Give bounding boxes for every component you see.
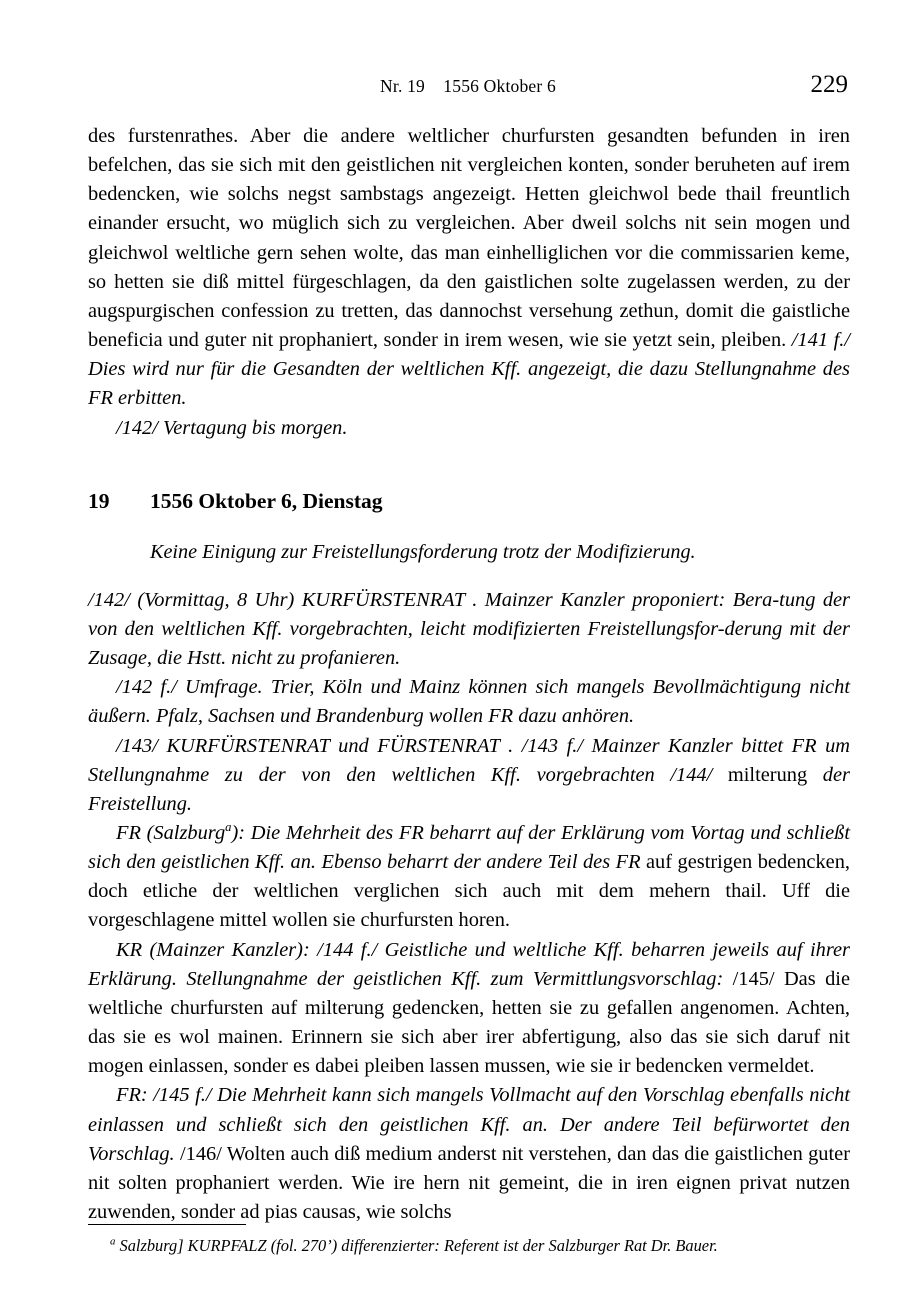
footnote-marker-a[interactable]: a	[225, 820, 232, 835]
footnote-entry-marker: a	[110, 1235, 116, 1248]
footnote-entry	[88, 1235, 850, 1257]
footnote-area	[88, 1224, 850, 1257]
paragraph-continued-italic: /141 f./ Dies wird nur für die Gesandten der weltlichen Kff. angezeigt, die dazu Stellungnahme des FR erbitten.	[88, 329, 850, 410]
paragraph-continued	[88, 122, 850, 414]
text-block	[88, 122, 850, 1227]
paragraph-kr-mainzer-upright: /145/ Das die weltliche churfursten auf milterung gedencken, hetten sie zu gefallen angenomen. Achten, das sie es wol mainen. Erinnern sie sich aber irer abfertigung, also das sie sich daruf nit mogen einlassen, sonder es dabei pleiben lassen mussen, wie sie ir bedencken vermeldet.	[88, 967, 850, 1078]
paragraph-fr-salzburg-lead: FR (Salzburg	[116, 821, 226, 844]
section-heading	[88, 487, 850, 515]
footnote-entry-text: Salzburg] KURPFALZ (fol. 270’) differenzierter: Referent ist der Salzburger Rat Dr. Bauer.	[119, 1236, 718, 1255]
paragraph-fr-145-italic: FR: /145 f./ Die Mehrheit kann sich mangels Vollmacht auf den Vorschlag ebenfalls nicht einlassen und schließt sich den geistlichen Kff. an. Der andere Teil befürwortet den Vorschlag.	[88, 1084, 850, 1165]
paragraph-143-italic-lead: /143/ KURFÜRSTENRAT und FÜRSTENRAT . /143 f./ Mainzer Kanzler bittet FR um Stellungnahme zu der von den weltlichen Kff. vorgebrachten /144/	[88, 734, 850, 786]
paragraph-fr-salzburg	[88, 819, 850, 936]
paragraph-fr-salzburg-upright: auf gestrigen bedencken, doch etliche der weltlichen verglichen sich auch mit dem mehern thail. Uff die vorgeschlagene mittel wollen sie churfursten horen.	[88, 851, 850, 932]
section-title: 1556 Oktober 6, Dienstag	[150, 488, 383, 513]
section-number: 19	[88, 488, 110, 513]
paragraph-continued-upright: des furstenrathes. Aber die andere weltlicher churfursten gesandten befunden in iren befelchen, das sie sich mit den geistlichen nit vergleichen konten, sonder beruheten auf irem bedencken, wie solchs negst sambstags angezeigt. Hetten gleichwol bede thail freuntlich einander ersucht, wo müglich sich zu vergleichen. Aber dweil solchs nit sein mogen und gleichwol weltliche gern sehen wolte, das man einhelliglichen vor die commissarien keme, so hetten sie diß mittel fürgeschlagen, da den gaistlichen solte zugelassen werden, zu der augspurgischen confession zu tretten, das dannochst versehung zethun, domit die gaistliche beneficia und guter nit prophaniert, sonder in irem wesen, wie sie yetzt sein, pleiben.	[88, 125, 850, 352]
spacer	[88, 566, 850, 586]
paragraph-143	[88, 732, 850, 819]
paragraph-fr-salzburg-mid: ): Die Mehrheit des FR beharrt auf der Erklärung vom Vortag und schließt sich den geistlichen Kff. an. Ebenso beharrt der andere Teil des FR	[88, 821, 851, 874]
paragraph-vertagung: /142/ Vertagung bis morgen.	[116, 416, 348, 439]
paragraph-143-italic-tail: der Freistellung.	[88, 763, 850, 815]
paragraph-kr-mainzer	[88, 936, 850, 1082]
paragraph-umfrage: /142 f./ Umfrage. Trier, Köln und Mainz können sich mangels Bevollmächtigung nicht äußern. Pfalz, Sachsen und Brandenburg wollen FR dazu anhören.	[88, 676, 850, 728]
running-head-title: Nr. 19 1556 Oktober 6	[380, 76, 556, 96]
paragraph-143-upright: milterung	[727, 763, 823, 786]
paragraph-fr-145	[88, 1081, 850, 1227]
paragraph-kr-mainzer-italic: KR (Mainzer Kanzler): /144 f./ Geistliche und weltliche Kff. beharren jeweils auf ihrer Erklärung. Stellungnahme der geistlichen Kff. zum Vermittlungsvorschlag:	[88, 938, 850, 990]
footnote-separator-rule	[88, 1224, 246, 1225]
paragraph-fr-145-upright: /146/ Wolten auch diß medium anderst nit verstehen, dan das die gaistlichen guter nit solten prophaniert werden. Wie ire hern nit gemeint, die in iren eignen privat nutzen zuwenden, sonder ad pias causas, wie solchs	[88, 1142, 851, 1223]
paragraph-kurfuerstenrat: /142/ (Vormittag, 8 Uhr) KURFÜRSTENRAT . Mainzer Kanzler proponiert: Bera-tung der von den weltlichen Kff. vorgebrachten, leicht modifizierten Freistellungsfor-derung mit der Zusage, die Hstt. nicht zu profanieren.	[88, 588, 850, 670]
running-head	[88, 71, 848, 106]
page-number: 229	[810, 71, 848, 98]
section-subtitle: Keine Einigung zur Freistellungsforderung trotz der Modifizierung.	[150, 540, 696, 563]
